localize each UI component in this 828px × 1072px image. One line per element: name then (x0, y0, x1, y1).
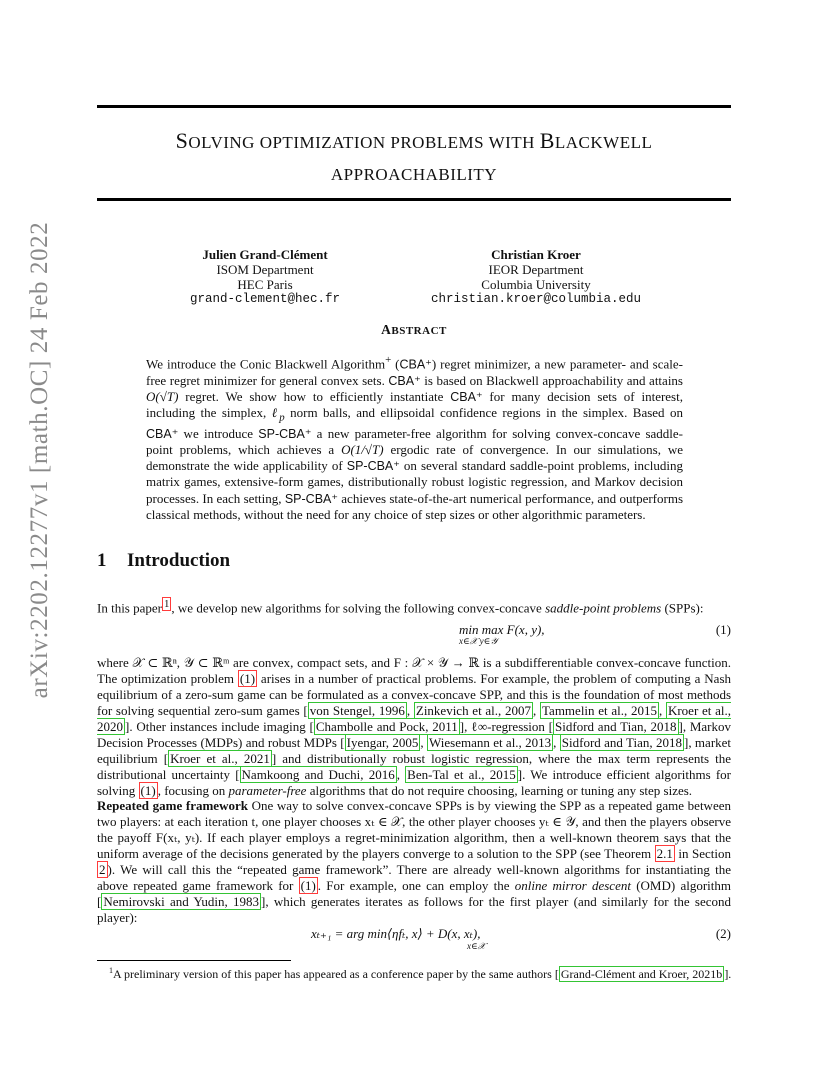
equation-ref[interactable]: (1) (239, 671, 256, 686)
citation-link[interactable]: Wiesemann et al., 2013 (429, 735, 552, 750)
footnote: $^1$A preliminary version of this paper has appeared as a conference paper by the same authors [ Grand-Clément and Kroer, 2021b ]. (109, 966, 732, 981)
citation-link[interactable]: Chambolle and Pock, 2011 (315, 719, 458, 734)
footnote-link[interactable]: 1 (163, 598, 170, 610)
citation-link[interactable]: von Stengel, 1996 (309, 703, 405, 718)
equation-ref[interactable]: (1) (140, 783, 156, 798)
citation-link[interactable]: Sidford and Tian, 2018 (561, 735, 682, 750)
equation-1: min max F(x, y), x∈𝒳 y∈𝒴 (1) (459, 622, 731, 646)
section-heading: 1 Introduction (97, 550, 231, 571)
author-block-1 (180, 247, 350, 307)
equation-number: (2) (715, 926, 731, 941)
author-block-2 (430, 247, 642, 307)
equation-ref[interactable]: (1) (300, 878, 316, 893)
equation-2: xₜ₊₁ = arg min⟨ηfₜ, x⟩ + D(x, xₜ), x∈𝒳 (2) (311, 926, 731, 951)
abstract-text: We introduce the Conic Blackwell Algorithm+ (CBA⁺) regret minimizer, a new parameter- and scale-free regret minimizer for general convex sets. CBA⁺ is based on Blackwell approachability and attains O(√T) regret. We show how to efficiently instantiate CBA⁺ for many decision sets of interest, including the simplex, ℓ$_p$ norm balls, and ellipsoidal confidence regions in the simplex. Based on CBA⁺ we introduce SP-CBA⁺ a new parameter-free algorithm for solving convex-concave saddle-point problems, which achieves a O(1/√T) ergodic rate of convergence. In our simulations, we demonstrate the wide applicability of SP-CBA⁺ on several standard saddle-point problems, including matrix games, extensive-form games, distributionally robust logistic regression, and Markov decision processes. In each setting, SP-CBA⁺ achieves state-of-the-art numerical performance, and outperforms classical methods, without the need for any choice of step sizes or other algorithmic parameters. (146, 354, 683, 522)
citation-link[interactable]: Kroer et al., 2020 (97, 703, 732, 734)
author-institution: HEC Paris (237, 277, 293, 292)
repeated-game-paragraph: Repeated game framework One way to solve convex-concave SPPs is by viewing the SPP as a repeated game between two players: at each iteration t, one player chooses xₜ ∈ 𝒳, the other player chooses yₜ ∈ 𝒴, and then the players observe the payoff F(xₜ, yₜ). If each player employs a regret-minimization algorithm, then a well-known theorem says that the uniform average of the decisions generated by the players converge to a solution to the SPP (see Theorem 2.1 in Section 2 ). We will call this the “repeated game framework”. There are already well-known algorithms for instantiating the above repeated game framework for (1) . For example, one can employ the online mirror descent (OMD) algorithm [ Nemirovski and Yudin, 1983 ], which generates iterates as follows for the first player (and similarly for the second player): (97, 798, 731, 925)
author-department: IEOR Department (488, 262, 584, 277)
citation-link[interactable]: Kroer et al., 2021 (170, 751, 270, 766)
equation-number: (1) (715, 622, 731, 637)
section-ref[interactable]: 2 (99, 862, 106, 877)
paper-title (97, 126, 731, 190)
author-email[interactable]: christian.kroer@columbia.edu (430, 292, 642, 306)
title-rule-top (97, 105, 731, 108)
intro-paragraph-2: where 𝒳 ⊂ ℝⁿ, 𝒴 ⊂ ℝᵐ are convex, compact sets, and F : 𝒳 × 𝒴 → ℝ is a subdifferentiable convex-concave function. The optimization problem (1) arises in a number of practical problems. For example, the problem of computing a Nash equilibrium of a zero-sum game can be formulated as a convex-concave SPP, and this is the foundation of most methods for solving sequential zero-sum games [ von Stengel, 1996 , Zinkevich et al., 2007 , Tammelin et al., 2015 , Kroer et al., 2020 ]. Other instances include imaging [ Chambolle and Pock, 2011 ], ℓ∞-regression [ Sidford and Tian, 2018 ], Markov Decision Processes (MDPs) and robust MDPs [ Iyengar, 2005 , Wiesemann et al., 2013 , Sidford and Tian, 2018 ], market equilibrium [ Kroer et al., 2021 ] and distributionally robust logistic regression, where the max term represents the distributional uncertainty [ Namkoong and Duchi, 2016 , Ben-Tal et al., 2015 ]. We introduce efficient algorithms for solving (1) , focusing on parameter-free algorithms that do not require choosing, learning or tuning any step sizes. (97, 655, 732, 798)
citation-link[interactable]: Grand-Clément and Kroer, 2021b (560, 967, 723, 981)
arxiv-stamp: arXiv:2202.12277v1 [math.OC] 24 Feb 2022 (26, 221, 53, 699)
citation-link[interactable]: Ben-Tal et al., 2015 (407, 767, 516, 782)
title-line-2: APPROACHABILITY (330, 165, 498, 184)
paragraph-lead: Repeated game framework (97, 798, 248, 813)
citation-link[interactable]: Tammelin et al., 2015 (542, 703, 657, 718)
citation-link[interactable]: Namkoong and Duchi, 2016 (241, 767, 395, 782)
theorem-ref[interactable]: 2.1 (656, 846, 673, 861)
author-institution: Columbia University (481, 277, 591, 292)
author-name: Christian Kroer (491, 247, 581, 262)
citation-link[interactable]: Nemirovski and Yudin, 1983 (103, 894, 260, 909)
abstract-heading: ABSTRACT (381, 322, 447, 337)
intro-paragraph-1: In this paper $^1$ , we develop new algorithms for solving the following convex-concave saddle-point problems (SPPs): (97, 598, 704, 616)
author-email[interactable]: grand-clement@hec.fr (189, 292, 341, 306)
title-rule-bottom (97, 198, 731, 201)
citation-link[interactable]: Zinkevich et al., 2007 (415, 703, 532, 718)
title-line-1: SOLVING OPTIMIZATION PROBLEMS WITH BLACKWELL (175, 128, 653, 153)
citation-link[interactable]: Sidford and Tian, 2018 (555, 719, 677, 734)
author-name: Julien Grand-Clément (202, 247, 328, 262)
citation-link[interactable]: Iyengar, 2005 (346, 735, 419, 750)
author-department: ISOM Department (216, 262, 314, 277)
footnote-rule (97, 960, 291, 961)
